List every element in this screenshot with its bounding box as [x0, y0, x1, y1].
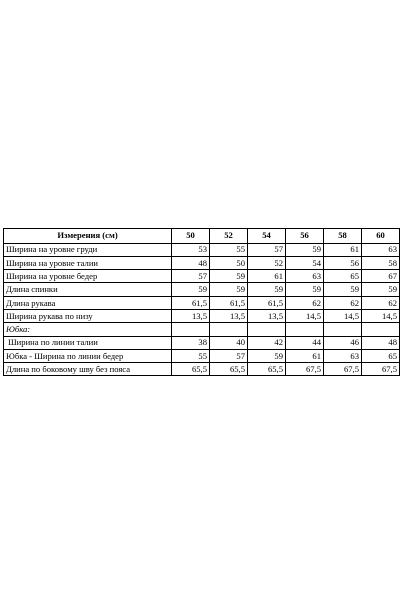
- measurement-value: 65,5: [210, 363, 248, 376]
- size-header: 56: [286, 229, 324, 244]
- size-header: 60: [362, 229, 400, 244]
- measurement-value: 67,5: [286, 363, 324, 376]
- measurement-value: 13,5: [172, 309, 210, 322]
- measurement-value: 67,5: [362, 363, 400, 376]
- measurement-value: 52: [248, 256, 286, 269]
- measurement-value: 61,5: [248, 296, 286, 309]
- measurement-value: 14,5: [324, 309, 362, 322]
- measurement-label: Юбка:: [4, 323, 172, 336]
- measurement-value: [286, 323, 324, 336]
- measurement-value: 46: [324, 336, 362, 349]
- measurement-value: 50: [210, 256, 248, 269]
- table-row: [4, 336, 400, 349]
- measurement-value: 42: [248, 336, 286, 349]
- measurement-value: 13,5: [210, 309, 248, 322]
- measurement-value: 54: [286, 256, 324, 269]
- measurement-value: 56: [324, 256, 362, 269]
- table-row: [4, 363, 400, 376]
- table-row: [4, 270, 400, 283]
- measurement-value: [172, 323, 210, 336]
- size-header: 52: [210, 229, 248, 244]
- measurement-value: 59: [172, 283, 210, 296]
- measurement-value: 58: [362, 256, 400, 269]
- measurement-label: Ширина на уровне бедер: [4, 270, 172, 283]
- measurement-value: 62: [362, 296, 400, 309]
- measurement-value: [210, 323, 248, 336]
- measurement-value: 61: [324, 243, 362, 256]
- measurement-label: Ширина на уровне талии: [4, 256, 172, 269]
- measurement-label: Ширина по линии талии: [4, 336, 172, 349]
- measurement-value: 53: [172, 243, 210, 256]
- measurement-value: 57: [248, 243, 286, 256]
- measurement-value: 44: [286, 336, 324, 349]
- measurement-value: 61,5: [172, 296, 210, 309]
- table-row: [4, 283, 400, 296]
- measurement-label: Длина рукава: [4, 296, 172, 309]
- size-chart-table: [3, 228, 400, 376]
- measurement-value: 59: [248, 349, 286, 362]
- measurement-value: 65: [324, 270, 362, 283]
- measurement-value: 57: [210, 349, 248, 362]
- measurement-value: 63: [286, 270, 324, 283]
- measurement-value: 61,5: [210, 296, 248, 309]
- measurement-label: Ширина на уровне груди: [4, 243, 172, 256]
- measurement-value: 59: [248, 283, 286, 296]
- size-header: 58: [324, 229, 362, 244]
- measurement-value: 57: [172, 270, 210, 283]
- measurement-value: 59: [286, 283, 324, 296]
- table-row: [4, 243, 400, 256]
- measurement-value: 48: [172, 256, 210, 269]
- measurement-value: 61: [286, 349, 324, 362]
- measurement-value: 65: [362, 349, 400, 362]
- measurement-label: Длина спинки: [4, 283, 172, 296]
- measurement-value: [324, 323, 362, 336]
- measurement-label: Юбка - Ширина по линии бедер: [4, 349, 172, 362]
- measurement-label: Длина по боковому шву без пояса: [4, 363, 172, 376]
- size-header: 50: [172, 229, 210, 244]
- measurement-value: 59: [286, 243, 324, 256]
- measurement-value: 59: [324, 283, 362, 296]
- table-header-row: [4, 229, 400, 244]
- measurement-value: 67: [362, 270, 400, 283]
- table-row: [4, 296, 400, 309]
- measurement-value: 62: [286, 296, 324, 309]
- measurement-value: 55: [210, 243, 248, 256]
- measurement-label: Ширина рукава по низу: [4, 309, 172, 322]
- measurement-value: 65,5: [248, 363, 286, 376]
- measurement-value: 38: [172, 336, 210, 349]
- measurement-value: 55: [172, 349, 210, 362]
- measurement-value: 13,5: [248, 309, 286, 322]
- measurement-value: 40: [210, 336, 248, 349]
- measurement-value: 62: [324, 296, 362, 309]
- measurement-value: [362, 323, 400, 336]
- size-header: 54: [248, 229, 286, 244]
- measurement-value: 14,5: [286, 309, 324, 322]
- table-row: [4, 309, 400, 322]
- measurement-value: 63: [324, 349, 362, 362]
- measurement-value: 63: [362, 243, 400, 256]
- measurement-value: 48: [362, 336, 400, 349]
- measurements-header: Измерения (см): [4, 229, 172, 244]
- measurement-value: 59: [210, 283, 248, 296]
- measurement-value: 65,5: [172, 363, 210, 376]
- measurement-value: 61: [248, 270, 286, 283]
- table-row: [4, 323, 400, 336]
- table-body: [4, 243, 400, 376]
- table-row: [4, 349, 400, 362]
- measurement-value: 59: [362, 283, 400, 296]
- measurement-value: 14,5: [362, 309, 400, 322]
- measurement-value: 59: [210, 270, 248, 283]
- measurement-value: 67,5: [324, 363, 362, 376]
- measurement-value: [248, 323, 286, 336]
- table-row: [4, 256, 400, 269]
